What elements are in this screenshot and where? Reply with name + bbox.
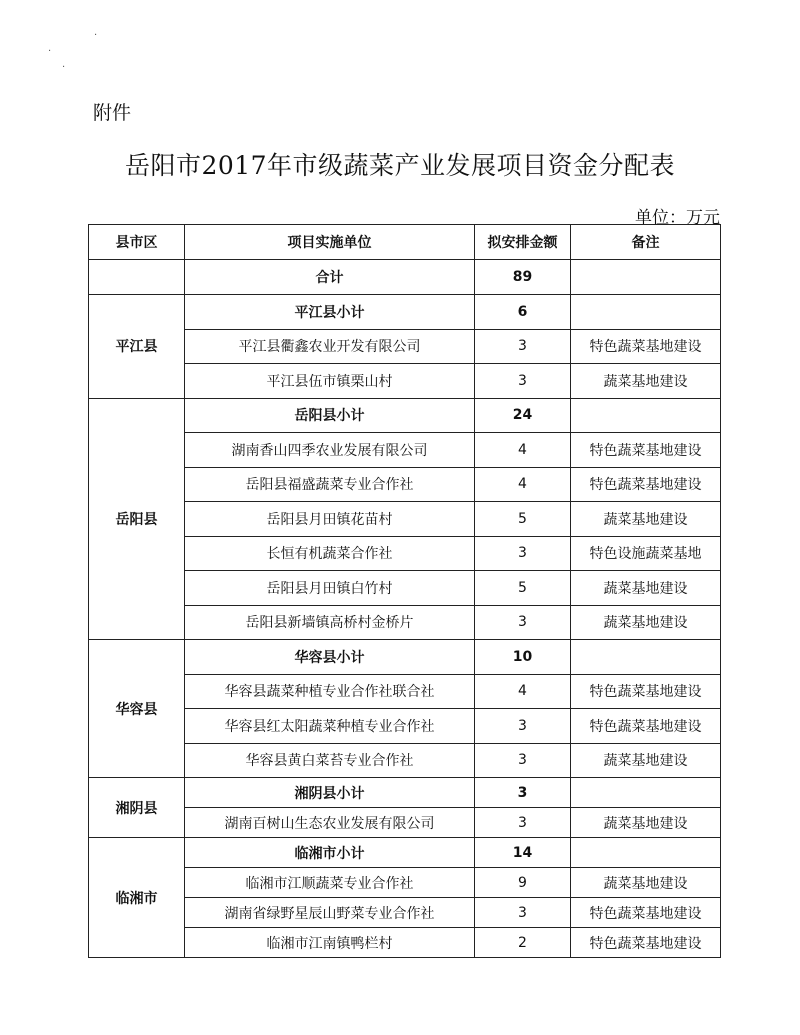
column-header: 拟安排金额 — [475, 225, 571, 260]
county-cell: 岳阳县 — [89, 398, 185, 640]
amount-cell: 3 — [475, 329, 571, 364]
amount-cell: 3 — [475, 743, 571, 778]
unit-cell: 临湘市江顺蔬菜专业合作社 — [185, 868, 475, 898]
scan-speck: · — [94, 30, 98, 41]
amount-cell: 9 — [475, 868, 571, 898]
allocation-table — [88, 224, 721, 958]
note-cell: 特色设施蔬菜基地 — [571, 536, 721, 571]
unit-cell: 华容县黄白菜苔专业合作社 — [185, 743, 475, 778]
note-cell: 蔬菜基地建设 — [571, 571, 721, 606]
amount-cell: 3 — [475, 364, 571, 399]
table-cell — [571, 778, 721, 808]
subtotal-row — [89, 778, 721, 808]
unit-cell: 平江县伍市镇栗山村 — [185, 364, 475, 399]
amount-cell: 4 — [475, 433, 571, 468]
subtotal-label: 华容县小计 — [185, 640, 475, 675]
note-cell: 蔬菜基地建设 — [571, 364, 721, 399]
column-header: 项目实施单位 — [185, 225, 475, 260]
amount-cell: 2 — [475, 928, 571, 958]
note-cell: 特色蔬菜基地建设 — [571, 674, 721, 709]
note-cell: 蔬菜基地建设 — [571, 743, 721, 778]
subtotal-amount: 3 — [475, 778, 571, 808]
subtotal-row — [89, 398, 721, 433]
scan-speck: · — [48, 46, 52, 57]
unit-cell: 湖南香山四季农业发展有限公司 — [185, 433, 475, 468]
amount-cell: 5 — [475, 502, 571, 537]
subtotal-label: 湘阴县小计 — [185, 778, 475, 808]
note-cell: 特色蔬菜基地建设 — [571, 898, 721, 928]
total-label: 合计 — [185, 260, 475, 295]
amount-cell: 3 — [475, 536, 571, 571]
amount-cell: 3 — [475, 709, 571, 744]
county-cell: 平江县 — [89, 295, 185, 399]
subtotal-amount: 6 — [475, 295, 571, 330]
amount-cell: 4 — [475, 674, 571, 709]
unit-cell: 岳阳县月田镇花苗村 — [185, 502, 475, 537]
note-cell: 特色蔬菜基地建设 — [571, 709, 721, 744]
subtotal-row — [89, 295, 721, 330]
amount-cell: 4 — [475, 467, 571, 502]
unit-cell: 华容县蔬菜种植专业合作社联合社 — [185, 674, 475, 709]
scan-speck: · — [62, 62, 66, 73]
unit-cell: 湖南百树山生态农业发展有限公司 — [185, 808, 475, 838]
table-cell — [571, 838, 721, 868]
county-cell: 临湘市 — [89, 838, 185, 958]
subtotal-label: 岳阳县小计 — [185, 398, 475, 433]
subtotal-row — [89, 640, 721, 675]
amount-cell: 3 — [475, 605, 571, 640]
subtotal-amount: 14 — [475, 838, 571, 868]
column-header: 县市区 — [89, 225, 185, 260]
county-cell: 华容县 — [89, 640, 185, 778]
subtotal-row — [89, 838, 721, 868]
unit-cell: 华容县红太阳蔬菜种植专业合作社 — [185, 709, 475, 744]
subtotal-label: 平江县小计 — [185, 295, 475, 330]
attachment-label: 附件 — [93, 102, 132, 124]
unit-cell: 平江县衢鑫农业开发有限公司 — [185, 329, 475, 364]
unit-cell: 临湘市江南镇鸭栏村 — [185, 928, 475, 958]
table-cell — [89, 260, 185, 295]
page-title: 岳阳市2017年市级蔬菜产业发展项目资金分配表 — [124, 151, 676, 180]
table-header-row — [89, 225, 721, 260]
subtotal-amount: 10 — [475, 640, 571, 675]
amount-cell: 3 — [475, 808, 571, 838]
total-amount: 89 — [475, 260, 571, 295]
table-cell — [571, 295, 721, 330]
amount-cell: 3 — [475, 898, 571, 928]
note-cell: 特色蔬菜基地建设 — [571, 329, 721, 364]
column-header: 备注 — [571, 225, 721, 260]
table-cell — [571, 398, 721, 433]
note-cell: 特色蔬菜基地建设 — [571, 467, 721, 502]
note-cell: 特色蔬菜基地建设 — [571, 928, 721, 958]
note-cell: 蔬菜基地建设 — [571, 605, 721, 640]
total-row — [89, 260, 721, 295]
table-cell — [571, 260, 721, 295]
unit-cell: 湖南省绿野星辰山野菜专业合作社 — [185, 898, 475, 928]
subtotal-label: 临湘市小计 — [185, 838, 475, 868]
county-cell: 湘阴县 — [89, 778, 185, 838]
note-cell: 蔬菜基地建设 — [571, 808, 721, 838]
note-cell: 特色蔬菜基地建设 — [571, 433, 721, 468]
note-cell: 蔬菜基地建设 — [571, 502, 721, 537]
unit-cell: 岳阳县福盛蔬菜专业合作社 — [185, 467, 475, 502]
subtotal-amount: 24 — [475, 398, 571, 433]
table-cell — [571, 640, 721, 675]
unit-cell: 岳阳县新墙镇高桥村金桥片 — [185, 605, 475, 640]
amount-cell: 5 — [475, 571, 571, 606]
unit-cell: 长恒有机蔬菜合作社 — [185, 536, 475, 571]
unit-cell: 岳阳县月田镇白竹村 — [185, 571, 475, 606]
note-cell: 蔬菜基地建设 — [571, 868, 721, 898]
unit-label: 单位：万元 — [635, 208, 720, 228]
